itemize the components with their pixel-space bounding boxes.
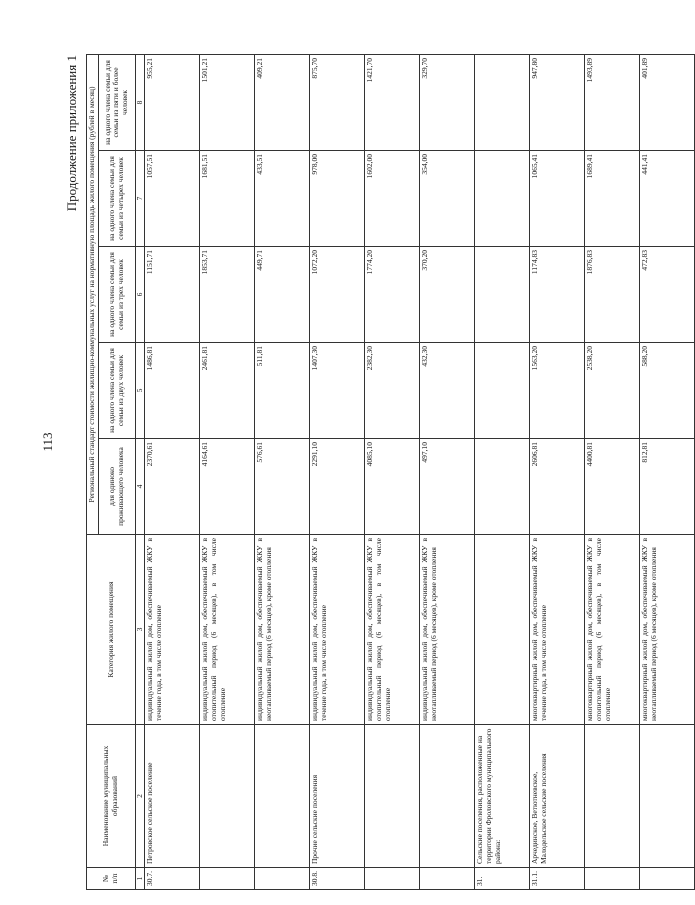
municipality-name: [200, 725, 255, 868]
municipality-name: [585, 725, 640, 868]
table-row: [475, 54, 530, 889]
housing-category: индивидуальный жилой дом, обеспечиваемый ЖКУ в неотапливаемый период (6 месяцев), кроме отопления: [420, 535, 475, 725]
value-cell: 1151,71: [145, 247, 200, 343]
value-cell: 2606,81: [530, 439, 585, 535]
housing-category: индивидуальный жилой дом, обеспечиваемый ЖКУ в отопительный период (6 месяцев), в том числе отопление: [365, 535, 420, 725]
col-number-4: 4: [135, 439, 145, 535]
value-cell: [475, 343, 530, 439]
value-cell: 1563,20: [530, 343, 585, 439]
value-cell: 4164,61: [200, 439, 255, 535]
value-cell: 409,21: [255, 54, 310, 150]
value-cell: 2382,30: [365, 343, 420, 439]
housing-category: индивидуальный жилой дом, обеспечиваемый ЖКУ в неотапливаемый период (6 месяцев), кроме отопления: [255, 535, 310, 725]
housing-category: многоквартирный жилой дом, обеспечиваемый ЖКУ в отопительный период (6 месяцев), в том числе отопление: [585, 535, 640, 725]
municipality-name: [640, 725, 695, 868]
value-cell: 370,20: [420, 247, 475, 343]
tariff-table: [86, 54, 695, 890]
municipality-name: Петровское сельское поселение: [145, 725, 200, 868]
value-cell: 432,30: [420, 343, 475, 439]
value-cell: 947,80: [530, 54, 585, 150]
housing-category: индивидуальный жилой дом, обеспечиваемый ЖКУ в течение года, в том числе отопление: [145, 535, 200, 725]
value-cell: 497,10: [420, 439, 475, 535]
value-cell: 812,81: [640, 439, 695, 535]
value-cell: 1493,89: [585, 54, 640, 150]
value-cell: 4400,81: [585, 439, 640, 535]
col-number-8: 8: [135, 54, 145, 150]
row-number: [200, 868, 255, 890]
page-number: 113: [40, 432, 55, 452]
value-cell: 1602,00: [365, 151, 420, 247]
header-no: № п/п: [87, 868, 136, 890]
row-number: [420, 868, 475, 890]
value-cell: 1421,70: [365, 54, 420, 150]
value-cell: 1486,81: [145, 343, 200, 439]
col-number-5: 5: [135, 343, 145, 439]
municipality-name: Арчединское, Ветютневское, Малодельское сельские поселения: [530, 725, 585, 868]
row-number: [585, 868, 640, 890]
value-cell: 1057,51: [145, 151, 200, 247]
table-row: [640, 54, 695, 889]
row-number: [255, 868, 310, 890]
value-cell: [475, 54, 530, 150]
value-cell: 1174,83: [530, 247, 585, 343]
header-sub-3: на одного члена семьи для семьи из трех человек: [98, 247, 135, 343]
value-cell: 2291,10: [310, 439, 365, 535]
table-row: [365, 54, 420, 889]
value-cell: [475, 439, 530, 535]
table-row: [145, 54, 200, 889]
rotated-document-content: [64, 55, 658, 890]
header-sub-4: на одного члена семьи для семьи из четырех человек: [98, 151, 135, 247]
value-cell: 1065,41: [530, 151, 585, 247]
value-cell: 441,41: [640, 151, 695, 247]
col-number-2: 2: [135, 725, 145, 868]
value-cell: 401,89: [640, 54, 695, 150]
appendix-subtitle: Продолжение приложения 1: [64, 55, 79, 212]
municipality-name: [255, 725, 310, 868]
header-standard: Региональный стандарт стоимости жилищно-коммунальных услуг на нормативную площадь жилого помещения (рублей в месяц): [87, 54, 99, 534]
header-sub-1: для одиноко проживающего человека: [98, 439, 135, 535]
value-cell: 511,81: [255, 343, 310, 439]
table-row: [310, 54, 365, 889]
col-number-3: 3: [135, 535, 145, 725]
table-body: [145, 54, 695, 889]
value-cell: 2538,20: [585, 343, 640, 439]
municipality-name: Прочие сельские поселения: [310, 725, 365, 868]
value-cell: 955,21: [145, 54, 200, 150]
housing-category: многоквартирный жилой дом, обеспечиваемый ЖКУ в течение года, в том числе отопление: [530, 535, 585, 725]
row-number: 31.1.: [530, 868, 585, 890]
header-sub-5: на одного члена семьи для семьи из пяти и более человек: [98, 54, 135, 150]
row-number: [365, 868, 420, 890]
housing-category: индивидуальный жилой дом, обеспечиваемый ЖКУ в течение года, в том числе отопление: [310, 535, 365, 725]
value-cell: 1774,20: [365, 247, 420, 343]
value-cell: 2370,61: [145, 439, 200, 535]
value-cell: 354,00: [420, 151, 475, 247]
table-row: [420, 54, 475, 889]
municipality-name: Сельские поселения, расположенные на территории Фроловского муниципального района:: [475, 725, 530, 868]
value-cell: 449,71: [255, 247, 310, 343]
row-number: 31.: [475, 868, 530, 890]
municipality-name: [420, 725, 475, 868]
housing-category: индивидуальный жилой дом, обеспечиваемый ЖКУ в отопительный период (6 месяцев), в том числе отопление: [200, 535, 255, 725]
row-number: [640, 868, 695, 890]
value-cell: 2461,81: [200, 343, 255, 439]
value-cell: 1407,30: [310, 343, 365, 439]
col-number-1: 1: [135, 868, 145, 890]
housing-category: многоквартирный жилой дом, обеспечиваемый ЖКУ в неотапливаемый период (6 месяцев), кроме отопления: [640, 535, 695, 725]
value-cell: 875,70: [310, 54, 365, 150]
row-number: 30.8.: [310, 868, 365, 890]
table-row: [200, 54, 255, 889]
housing-category: [475, 535, 530, 725]
table-row: [530, 54, 585, 889]
value-cell: 472,83: [640, 247, 695, 343]
value-cell: 588,20: [640, 343, 695, 439]
header-sub-2: на одного члена семьи для семьи из двух человек: [98, 343, 135, 439]
header-category: Категория жилого помещения: [87, 535, 136, 725]
value-cell: 1876,83: [585, 247, 640, 343]
col-number-7: 7: [135, 151, 145, 247]
value-cell: 433,51: [255, 151, 310, 247]
header-name: Наименование муниципальных образований: [87, 725, 136, 868]
table-row: [255, 54, 310, 889]
value-cell: 1501,21: [200, 54, 255, 150]
value-cell: 576,61: [255, 439, 310, 535]
value-cell: 978,00: [310, 151, 365, 247]
value-cell: 1853,71: [200, 247, 255, 343]
col-number-6: 6: [135, 247, 145, 343]
row-number: 30.7.: [145, 868, 200, 890]
value-cell: 4085,10: [365, 439, 420, 535]
value-cell: [475, 247, 530, 343]
municipality-name: [365, 725, 420, 868]
value-cell: 1072,20: [310, 247, 365, 343]
value-cell: 1689,41: [585, 151, 640, 247]
value-cell: 1681,51: [200, 151, 255, 247]
table-row: [585, 54, 640, 889]
value-cell: [475, 151, 530, 247]
value-cell: 329,70: [420, 54, 475, 150]
